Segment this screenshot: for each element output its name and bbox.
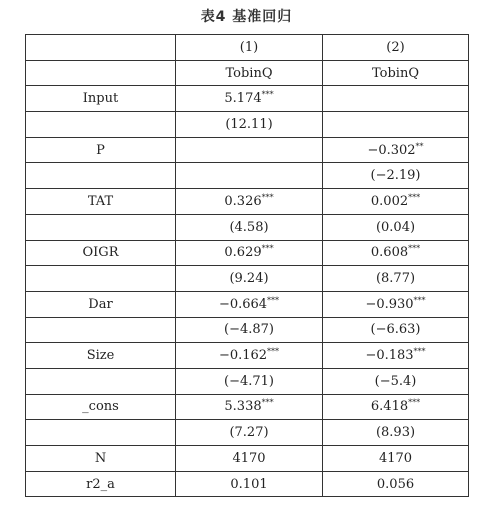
cell-value: 6.418 bbox=[370, 399, 409, 415]
model-2-cell bbox=[323, 137, 469, 163]
model-1-cell bbox=[176, 291, 323, 317]
row-label: r2_a bbox=[26, 471, 176, 497]
table-row bbox=[26, 86, 469, 112]
cell-value: −0.664 bbox=[218, 296, 268, 312]
row-label bbox=[26, 420, 176, 446]
row-label: Size bbox=[26, 343, 176, 369]
header-empty-cell bbox=[26, 35, 176, 61]
table-row bbox=[26, 420, 469, 446]
table-row bbox=[26, 189, 469, 215]
model-1-cell bbox=[176, 317, 323, 343]
cell-value: 0.056 bbox=[376, 476, 415, 492]
cell-value: (4.58) bbox=[229, 219, 269, 235]
row-label bbox=[26, 266, 176, 292]
model-1-cell bbox=[176, 420, 323, 446]
header-row-model-number bbox=[26, 35, 469, 61]
model-2-cell bbox=[323, 266, 469, 292]
model-1-cell bbox=[176, 266, 323, 292]
model-1-cell bbox=[176, 343, 323, 369]
model-2-cell bbox=[323, 214, 469, 240]
significance-stars: *** bbox=[413, 295, 426, 305]
model-2-cell bbox=[323, 368, 469, 394]
cell-value: (0.04) bbox=[375, 219, 416, 235]
significance-stars: *** bbox=[413, 347, 426, 357]
cell-value: (8.77) bbox=[375, 271, 416, 287]
row-label: Input bbox=[26, 86, 176, 112]
model-1-cell bbox=[176, 446, 323, 472]
model-1-cell bbox=[176, 471, 323, 497]
cell-value: (−5.4) bbox=[374, 373, 417, 389]
model-2-cell bbox=[323, 112, 469, 138]
model-2-cell bbox=[323, 471, 469, 497]
header-col2-dependent: TobinQ bbox=[323, 60, 469, 86]
cell-value: (8.93) bbox=[375, 425, 416, 441]
header-empty-cell bbox=[26, 60, 176, 86]
row-label bbox=[26, 368, 176, 394]
table-row bbox=[26, 471, 469, 497]
significance-stars: ** bbox=[415, 141, 424, 151]
significance-stars: *** bbox=[261, 90, 274, 100]
cell-value: 0.326 bbox=[224, 193, 262, 209]
model-1-cell bbox=[176, 163, 323, 189]
cell-value: (−4.71) bbox=[224, 373, 274, 389]
model-2-cell bbox=[323, 163, 469, 189]
row-label: TAT bbox=[26, 189, 176, 215]
cell-value: (9.24) bbox=[229, 271, 269, 287]
cell-value: −0.930 bbox=[365, 296, 414, 312]
model-2-cell bbox=[323, 86, 469, 112]
row-label bbox=[26, 112, 176, 138]
significance-stars: *** bbox=[267, 295, 280, 305]
row-label: OIGR bbox=[26, 240, 176, 266]
model-1-cell bbox=[176, 86, 323, 112]
cell-value: −0.162 bbox=[218, 348, 268, 364]
row-label bbox=[26, 163, 176, 189]
regression-table bbox=[25, 34, 469, 497]
cell-value: 5.174 bbox=[224, 91, 262, 107]
model-2-cell bbox=[323, 317, 469, 343]
model-2-cell bbox=[323, 420, 469, 446]
table-row bbox=[26, 163, 469, 189]
cell-value: 0.629 bbox=[224, 245, 262, 261]
model-2-cell bbox=[323, 189, 469, 215]
table-caption: 表4 基准回归 bbox=[200, 9, 293, 25]
cell-value: (−6.63) bbox=[370, 322, 421, 338]
row-label: N bbox=[26, 446, 176, 472]
significance-stars: *** bbox=[408, 192, 421, 202]
cell-value: (7.27) bbox=[229, 425, 269, 441]
table-row bbox=[26, 137, 469, 163]
model-1-cell bbox=[176, 112, 323, 138]
model-2-cell bbox=[323, 394, 469, 420]
cell-value: (−4.87) bbox=[224, 322, 274, 338]
cell-value: 0.002 bbox=[370, 193, 409, 209]
table-row bbox=[26, 266, 469, 292]
cell-value: 0.608 bbox=[370, 245, 409, 261]
table-row bbox=[26, 214, 469, 240]
row-label: _cons bbox=[26, 394, 176, 420]
table-row bbox=[26, 291, 469, 317]
cell-value: 4170 bbox=[378, 450, 413, 466]
table-row bbox=[26, 368, 469, 394]
header-row-dependent-variable bbox=[26, 60, 469, 86]
significance-stars: *** bbox=[408, 398, 421, 408]
significance-stars: *** bbox=[261, 192, 274, 202]
significance-stars: *** bbox=[261, 398, 274, 408]
model-1-cell bbox=[176, 394, 323, 420]
cell-value: 4170 bbox=[232, 450, 266, 466]
cell-value: −0.183 bbox=[365, 348, 414, 364]
model-1-cell bbox=[176, 214, 323, 240]
model-2-cell bbox=[323, 446, 469, 472]
table-body bbox=[26, 35, 469, 497]
model-2-cell bbox=[323, 240, 469, 266]
row-label bbox=[26, 214, 176, 240]
row-label: P bbox=[26, 137, 176, 163]
row-label: Dar bbox=[26, 291, 176, 317]
table-row bbox=[26, 112, 469, 138]
model-2-cell bbox=[323, 343, 469, 369]
model-1-cell bbox=[176, 137, 323, 163]
table-row bbox=[26, 343, 469, 369]
model-1-cell bbox=[176, 240, 323, 266]
model-1-cell bbox=[176, 189, 323, 215]
row-label bbox=[26, 317, 176, 343]
table-row bbox=[26, 446, 469, 472]
cell-value: 0.101 bbox=[230, 476, 268, 492]
table-row bbox=[26, 240, 469, 266]
header-col1-number: (1) bbox=[176, 35, 323, 61]
cell-value: −0.302 bbox=[367, 142, 416, 158]
significance-stars: *** bbox=[267, 347, 280, 357]
model-2-cell bbox=[323, 291, 469, 317]
header-col2-number: (2) bbox=[323, 35, 469, 61]
cell-value: 5.338 bbox=[224, 399, 262, 415]
header-col1-dependent: TobinQ bbox=[176, 60, 323, 86]
table-row bbox=[26, 394, 469, 420]
cell-value: (−2.19) bbox=[370, 168, 421, 184]
table-row bbox=[26, 317, 469, 343]
significance-stars: *** bbox=[261, 244, 274, 254]
significance-stars: *** bbox=[408, 244, 421, 254]
model-1-cell bbox=[176, 368, 323, 394]
cell-value: (12.11) bbox=[225, 116, 273, 132]
